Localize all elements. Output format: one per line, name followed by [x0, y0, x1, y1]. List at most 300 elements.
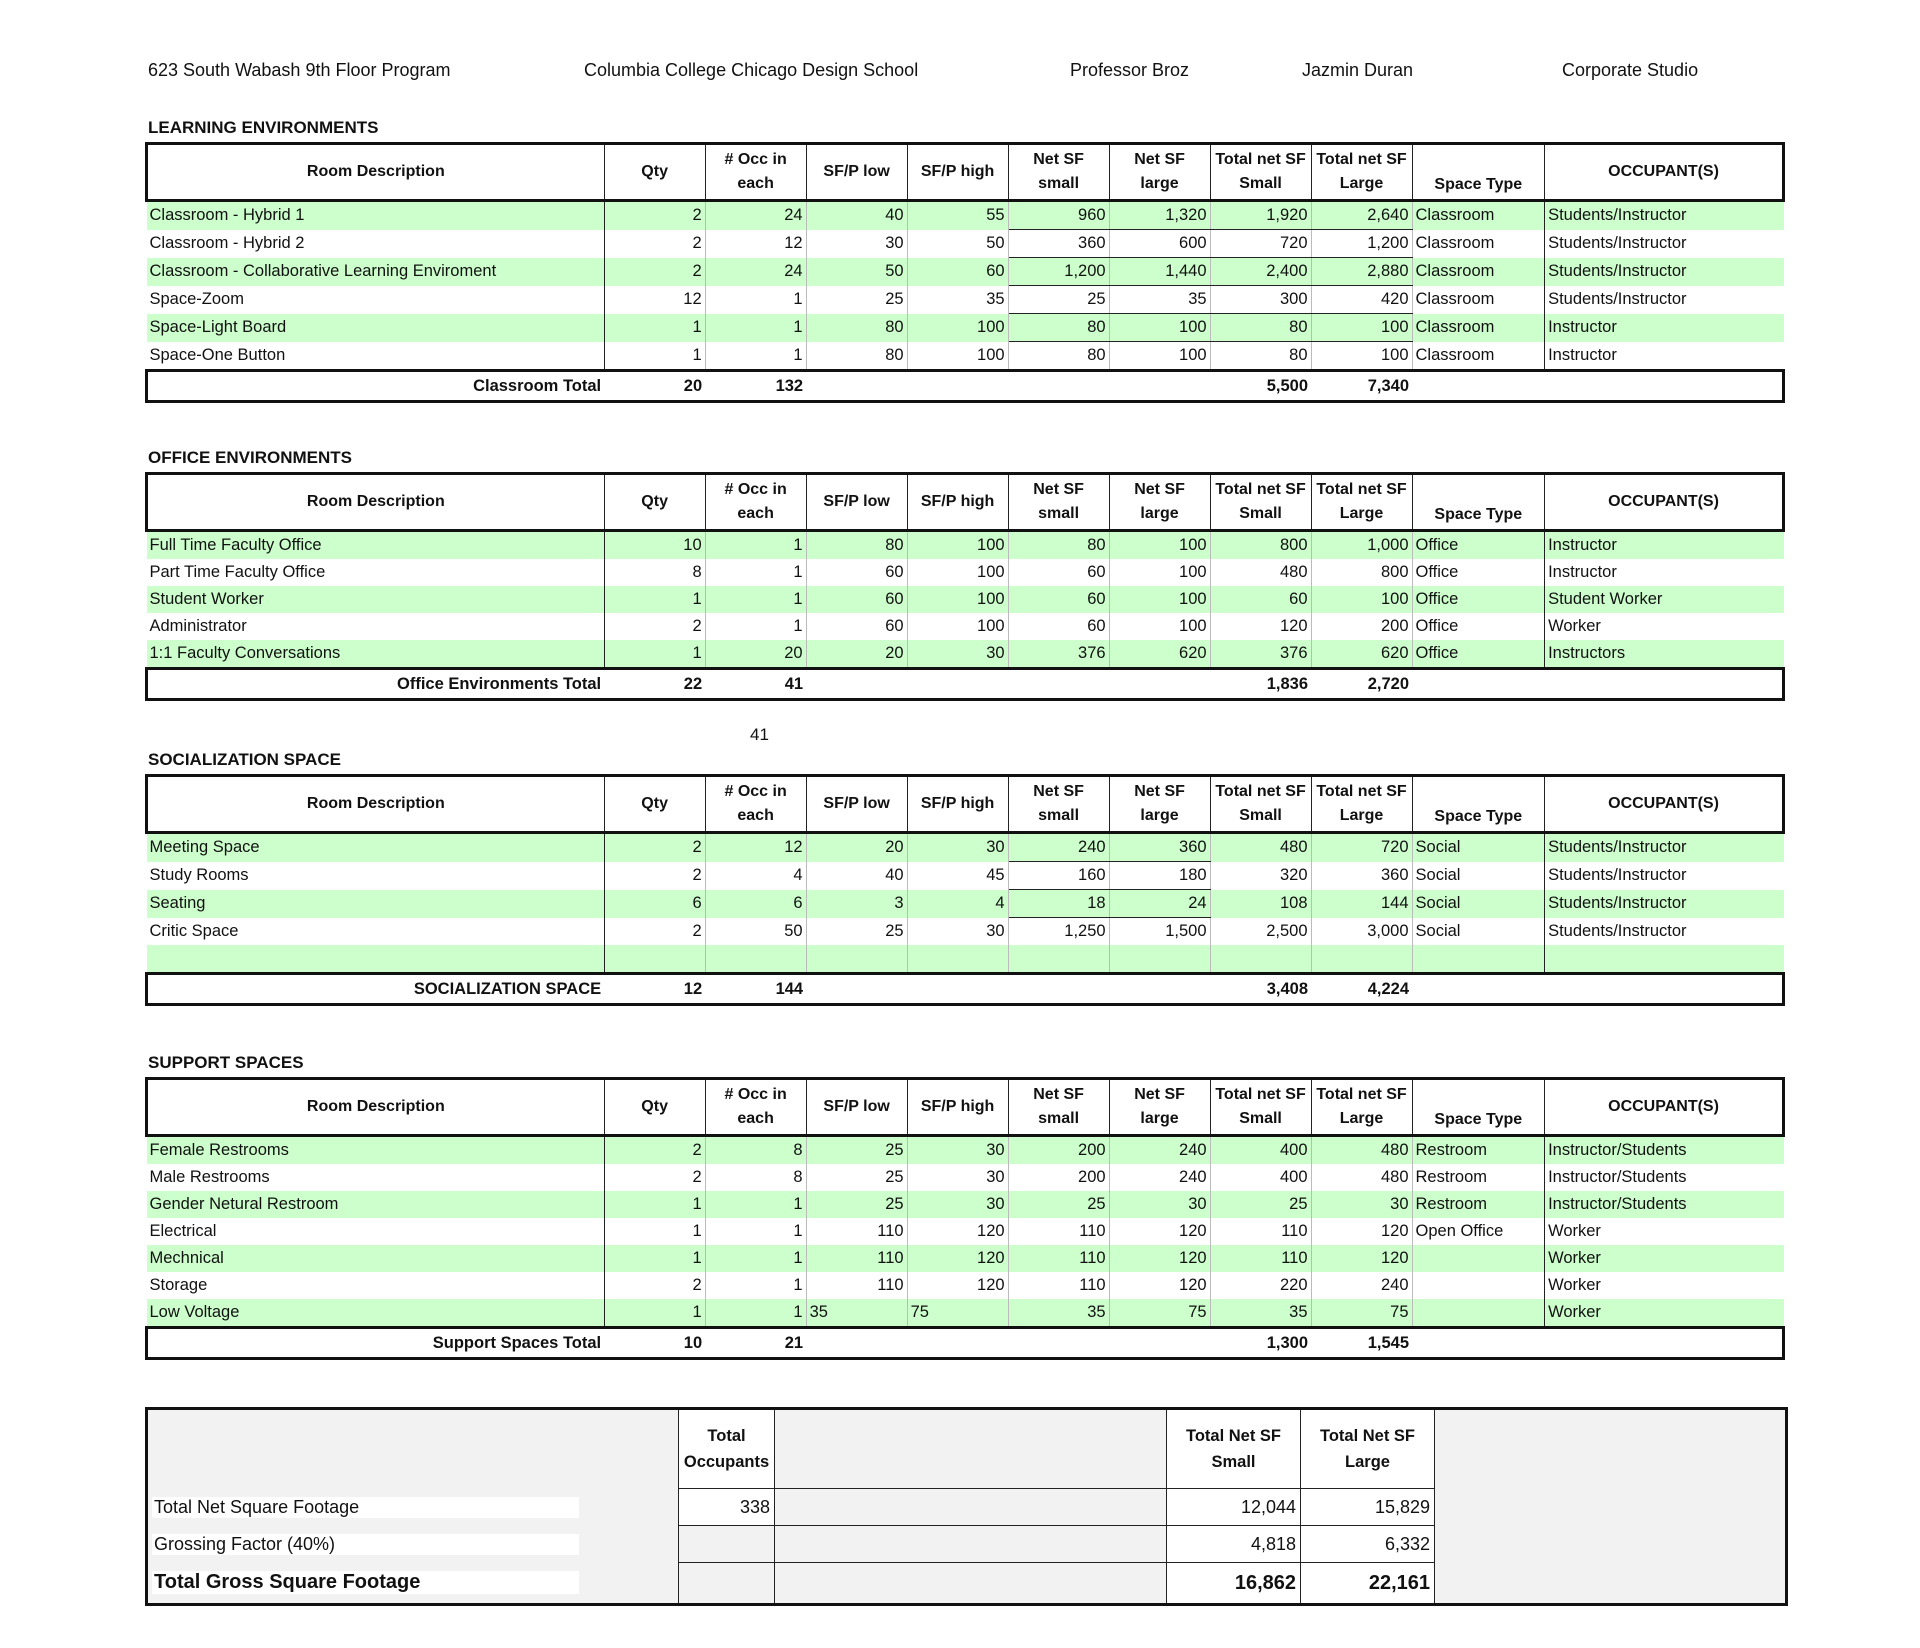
total-net-large-cell: 800	[1311, 559, 1412, 586]
occupants-cell: Students/Instructor	[1545, 833, 1784, 862]
total-occ: 21	[705, 1328, 806, 1359]
sfp-low-cell: 50	[806, 258, 907, 286]
col-header-space-type: Space Type	[1412, 776, 1545, 833]
qty-cell: 2	[604, 230, 705, 258]
sfp-low-cell: 80	[806, 314, 907, 342]
col-header-sfp-low: SF/P low	[806, 144, 907, 201]
col-header-net-sf-small: Net SF small	[1008, 144, 1109, 201]
total-label: Support Spaces Total	[147, 1328, 605, 1359]
total-blank	[907, 1328, 1008, 1359]
net-sf-small-cell: 1,200	[1008, 258, 1109, 286]
summary-header-small: Total Net SF Small	[1167, 1409, 1301, 1489]
total-net-large-cell: 100	[1311, 586, 1412, 613]
col-header-space-type: Space Type	[1412, 1079, 1545, 1136]
sfp-high-cell: 100	[907, 613, 1008, 640]
qty-cell: 2	[604, 862, 705, 890]
total-qty: 22	[604, 669, 705, 700]
space-type-cell: Restroom	[1412, 1164, 1545, 1191]
net-sf-large-cell: 360	[1109, 833, 1210, 862]
table-row	[147, 286, 1784, 314]
net-sf-large-cell: 100	[1109, 314, 1210, 342]
summary-blank	[1435, 1409, 1787, 1605]
qty-cell: 1	[604, 1245, 705, 1272]
net-sf-small-cell: 18	[1008, 890, 1109, 918]
space-type-cell: Open Office	[1412, 1218, 1545, 1245]
net-sf-small-cell: 80	[1008, 531, 1109, 560]
total-net-small-cell: 480	[1210, 559, 1311, 586]
sfp-low-cell	[806, 945, 907, 974]
space-type-cell	[1412, 945, 1545, 974]
sfp-low-cell: 25	[806, 1164, 907, 1191]
col-header-total-net-large: Total net SF Large	[1311, 474, 1412, 531]
sfp-high-cell: 120	[907, 1272, 1008, 1299]
total-net-large-cell: 1,200	[1311, 230, 1412, 258]
col-header-room-description: Room Description	[147, 474, 605, 531]
net-sf-small-cell	[1008, 945, 1109, 974]
total-blank	[806, 974, 907, 1005]
sfp-high-cell: 30	[907, 1164, 1008, 1191]
section-title-office: OFFICE ENVIRONMENTS	[148, 448, 353, 467]
total-net-large-cell	[1311, 945, 1412, 974]
occ-cell: 20	[705, 640, 806, 669]
space-type-cell: Social	[1412, 833, 1545, 862]
occupants-cell: Instructors	[1545, 640, 1784, 669]
total-blank	[1545, 371, 1784, 402]
total-net-large-cell: 3,000	[1311, 918, 1412, 946]
sfp-high-cell: 4	[907, 890, 1008, 918]
net-sf-small-cell: 60	[1008, 586, 1109, 613]
occupants-cell: Students/Instructor	[1548, 866, 1687, 884]
occ-cell: 1	[705, 314, 806, 342]
total-net-large: 4,224	[1311, 974, 1412, 1005]
total-label: Office Environments Total	[147, 669, 605, 700]
total-blank	[1109, 974, 1210, 1005]
total-net-small-cell: 400	[1210, 1136, 1311, 1165]
occ-cell: 1	[705, 1191, 806, 1218]
col-header-sfp-high: SF/P high	[907, 1079, 1008, 1136]
space-type-cell: Office	[1412, 586, 1545, 613]
header-row	[147, 776, 1784, 833]
total-row	[147, 371, 1784, 402]
qty-cell: 2	[604, 918, 705, 946]
total-blank	[1545, 974, 1784, 1005]
professor-name: Professor Broz	[1070, 60, 1190, 80]
occ-cell	[705, 945, 806, 974]
occupants-cell: Students/Instructor	[1545, 201, 1784, 230]
qty-cell: 1	[604, 1191, 705, 1218]
space-type-cell: Social	[1412, 918, 1545, 946]
col-header-total-net-small: Total net SF Small	[1210, 474, 1311, 531]
net-sf-large-cell: 30	[1109, 1191, 1210, 1218]
net-sf-large-cell: 120	[1109, 1272, 1210, 1299]
total-net-small-cell: 376	[1210, 640, 1311, 669]
total-blank	[1412, 669, 1545, 700]
net-sf-small-cell: 960	[1008, 201, 1109, 230]
total-net-small-cell: 120	[1210, 613, 1311, 640]
net-sf-large-cell: 180	[1109, 862, 1210, 890]
total-blank	[1412, 1328, 1545, 1359]
occ-cell: 1	[705, 1245, 806, 1272]
sfp-low-cell: 25	[806, 286, 907, 314]
table-row	[147, 862, 1784, 890]
col-header-net-sf-large: Net SF large	[1109, 1079, 1210, 1136]
net-sf-small-cell: 1,250	[1008, 918, 1109, 946]
table-row	[147, 559, 1784, 586]
total-blank	[806, 371, 907, 402]
table-row	[147, 342, 1784, 371]
occupants-cell: Instructor	[1548, 345, 1617, 364]
total-occ: 144	[705, 974, 806, 1005]
total-blank	[1545, 669, 1784, 700]
occ-cell: 50	[705, 918, 806, 946]
space-type-cell: Restroom	[1412, 1136, 1545, 1165]
room-description: Storage	[147, 1272, 605, 1299]
sfp-low-cell: 20	[806, 833, 907, 862]
table-row	[147, 640, 1784, 669]
net-sf-small-cell: 240	[1008, 833, 1109, 862]
sfp-low-cell: 80	[806, 531, 907, 560]
net-sf-large-cell: 100	[1109, 342, 1210, 371]
occupants-cell: Worker	[1548, 617, 1601, 635]
net-sf-small-cell: 200	[1008, 1136, 1109, 1165]
gross-sf-large: 22,161	[1301, 1563, 1435, 1605]
col-header-total-net-large: Total net SF Large	[1311, 1079, 1412, 1136]
total-net-large-cell: 720	[1311, 833, 1412, 862]
occ-cell: 1	[705, 342, 806, 371]
col-header-room-description: Room Description	[147, 776, 605, 833]
total-blank	[907, 371, 1008, 402]
qty-cell: 8	[604, 559, 705, 586]
total-qty: 20	[604, 371, 705, 402]
occupants-cell: Instructor/Students	[1545, 1191, 1784, 1218]
net-sf-small-cell: 160	[1008, 862, 1109, 890]
col-header-net-sf-large: Net SF large	[1109, 144, 1210, 201]
room-description: Space-One Button	[147, 342, 605, 371]
table-row	[147, 1218, 1784, 1245]
summary-header-large: Total Net SF Large	[1301, 1409, 1435, 1489]
total-net-small-cell: 320	[1210, 862, 1311, 890]
net-sf-large-cell: 75	[1109, 1299, 1210, 1328]
room-description: Space-Light Board	[147, 314, 605, 342]
sfp-high-cell: 100	[907, 342, 1008, 371]
total-net-small-cell: 80	[1210, 342, 1311, 371]
occ-cell: 1	[705, 613, 806, 640]
col-header-net-sf-small: Net SF small	[1008, 474, 1109, 531]
table-row	[147, 1136, 1784, 1165]
sfp-low-cell: 30	[806, 230, 907, 258]
total-occ: 132	[705, 371, 806, 402]
net-sf-small: 12,044	[1167, 1489, 1301, 1526]
occupants-cell: Worker	[1545, 1245, 1784, 1272]
net-sf-large-cell: 120	[1109, 1218, 1210, 1245]
total-net-large: 1,545	[1311, 1328, 1412, 1359]
occupants-cell: Instructor	[1548, 563, 1617, 581]
qty-cell: 1	[604, 342, 705, 371]
total-row	[147, 1328, 1784, 1359]
net-sf-small-cell: 110	[1008, 1272, 1109, 1299]
total-label: Classroom Total	[147, 371, 605, 402]
col-header-sfp-low: SF/P low	[806, 776, 907, 833]
net-sf-small-cell: 200	[1008, 1164, 1109, 1191]
grossing-large: 6,332	[1301, 1526, 1435, 1563]
total-net-small: 1,836	[1210, 669, 1311, 700]
col-header-sfp-high: SF/P high	[907, 474, 1008, 531]
table-row	[147, 201, 1784, 230]
col-header-occupants: OCCUPANT(S)	[1545, 776, 1784, 833]
summary-table	[145, 1407, 1788, 1606]
sfp-low-cell: 35	[806, 1299, 907, 1328]
project-title: 623 South Wabash 9th Floor Program	[148, 60, 451, 80]
total-blank	[1008, 974, 1109, 1005]
total-net-small-cell	[1210, 945, 1311, 974]
social-table	[145, 774, 1785, 1006]
learning-table	[145, 142, 1785, 403]
table-row	[147, 1191, 1784, 1218]
net-sf-large-cell: 600	[1109, 230, 1210, 258]
net-sf-small-cell: 110	[1008, 1245, 1109, 1272]
sfp-high-cell: 30	[907, 1191, 1008, 1218]
net-sf-small-cell: 25	[1008, 1191, 1109, 1218]
studio-name: Corporate Studio	[1562, 60, 1699, 80]
total-net-small-cell: 480	[1210, 833, 1311, 862]
qty-cell: 1	[604, 314, 705, 342]
occ-cell: 24	[705, 258, 806, 286]
occ-cell: 1	[705, 559, 806, 586]
occupants-cell: Worker	[1545, 1299, 1784, 1328]
grossing-factor-label: Grossing Factor (40%)	[147, 1526, 679, 1563]
total-net-large-cell: 120	[1311, 1218, 1412, 1245]
qty-cell: 1	[604, 640, 705, 669]
occupants-cell: Instructor	[1545, 531, 1784, 560]
gross-sf-label: Total Gross Square Footage	[147, 1563, 679, 1605]
total-qty: 10	[604, 1328, 705, 1359]
net-sf-large-cell: 35	[1109, 286, 1210, 314]
qty-cell: 2	[604, 833, 705, 862]
table-row	[147, 1245, 1784, 1272]
total-net-large-cell: 100	[1311, 342, 1412, 371]
net-sf-large-cell	[1109, 945, 1210, 974]
col-header-net-sf-small: Net SF small	[1008, 776, 1109, 833]
occ-cell: 4	[705, 862, 806, 890]
total-net-small-cell: 110	[1210, 1245, 1311, 1272]
table-row	[147, 586, 1784, 613]
net-sf-large-cell: 620	[1109, 640, 1210, 669]
total-net-large: 2,720	[1311, 669, 1412, 700]
total-blank	[907, 974, 1008, 1005]
col-header-sfp-high: SF/P high	[907, 776, 1008, 833]
occ-cell: 6	[705, 890, 806, 918]
room-description: Student Worker	[147, 586, 605, 613]
col-header-occ-each: # Occ in each	[705, 776, 806, 833]
total-blank	[1008, 669, 1109, 700]
room-description: 1:1 Faculty Conversations	[147, 640, 605, 669]
col-header-total-net-small: Total net SF Small	[1210, 1079, 1311, 1136]
space-type-cell: Office	[1412, 559, 1545, 586]
net-sf-large-cell: 100	[1109, 531, 1210, 560]
occupants-cell: Students/Instructor	[1548, 921, 1687, 940]
total-occ: 41	[705, 669, 806, 700]
sfp-high-cell: 30	[907, 833, 1008, 862]
net-sf-small-cell: 80	[1008, 342, 1109, 371]
total-blank	[1008, 1328, 1109, 1359]
section-title-support: SUPPORT SPACES	[148, 1053, 304, 1072]
occ-cell: 8	[705, 1164, 806, 1191]
net-sf-small-cell: 60	[1008, 613, 1109, 640]
sfp-high-cell: 120	[907, 1218, 1008, 1245]
qty-cell: 2	[604, 1136, 705, 1165]
summary-blank	[775, 1409, 1167, 1489]
net-sf-large-cell: 100	[1109, 613, 1210, 640]
total-label: SOCIALIZATION SPACE	[147, 974, 605, 1005]
col-header-net-sf-small: Net SF small	[1008, 1079, 1109, 1136]
col-header-sfp-low: SF/P low	[806, 474, 907, 531]
occupants-cell	[1545, 945, 1784, 974]
total-net-small-cell: 35	[1210, 1299, 1311, 1328]
total-net-large-cell: 30	[1311, 1191, 1412, 1218]
table-row	[147, 945, 1784, 974]
space-type-cell: Classroom	[1412, 342, 1545, 371]
net-sf-small-cell: 80	[1008, 314, 1109, 342]
occupants-cell: Students/Instructor	[1548, 234, 1687, 252]
net-sf-large-cell: 1,320	[1109, 201, 1210, 230]
occ-cell: 1	[705, 1272, 806, 1299]
sfp-high-cell: 55	[907, 201, 1008, 230]
gross-sf-small: 16,862	[1167, 1563, 1301, 1605]
space-type-cell	[1412, 1245, 1545, 1272]
room-description: Full Time Faculty Office	[147, 531, 605, 560]
sfp-high-cell: 30	[907, 1136, 1008, 1165]
occupants-cell: Instructor/Students	[1548, 1168, 1687, 1186]
occupants-cell: Student Worker	[1545, 586, 1784, 613]
total-net-small-cell: 2,400	[1210, 258, 1311, 286]
total-net-large-cell: 100	[1311, 314, 1412, 342]
header-row	[147, 144, 1784, 201]
room-description: Administrator	[147, 613, 605, 640]
total-net-small: 1,300	[1210, 1328, 1311, 1359]
total-net-large-cell: 480	[1311, 1136, 1412, 1165]
net-sf-large-cell: 100	[1109, 559, 1210, 586]
room-description: Meeting Space	[147, 833, 605, 862]
room-description	[147, 945, 605, 974]
table-row	[147, 890, 1784, 918]
occ-cell: 24	[705, 201, 806, 230]
space-type-cell: Office	[1412, 531, 1545, 560]
office-table	[145, 472, 1785, 701]
section-title-learning: LEARNING ENVIRONMENTS	[148, 118, 379, 137]
space-type-cell: Social	[1412, 890, 1545, 918]
net-sf-label: Total Net Square Footage	[147, 1489, 679, 1526]
room-description: Female Restrooms	[147, 1136, 605, 1165]
net-sf-large-cell: 24	[1109, 890, 1210, 918]
total-net-large-cell: 120	[1311, 1245, 1412, 1272]
total-blank	[1109, 371, 1210, 402]
net-sf-large-cell: 120	[1109, 1245, 1210, 1272]
net-sf-small-cell: 110	[1008, 1218, 1109, 1245]
sfp-high-cell	[907, 945, 1008, 974]
total-net-large-cell: 1,000	[1311, 531, 1412, 560]
net-sf-occupants: 338	[679, 1489, 775, 1526]
room-description: Mechnical	[147, 1245, 605, 1272]
sfp-low-cell: 25	[806, 918, 907, 946]
col-header-sfp-high: SF/P high	[907, 144, 1008, 201]
total-blank	[907, 669, 1008, 700]
table-row	[147, 230, 1784, 258]
total-net-large: 7,340	[1311, 371, 1412, 402]
grossing-small: 4,818	[1167, 1526, 1301, 1563]
occ-cell: 1	[705, 531, 806, 560]
net-sf-large-cell: 1,440	[1109, 258, 1210, 286]
summary-blank	[679, 1526, 775, 1563]
col-header-total-net-large: Total net SF Large	[1311, 144, 1412, 201]
occ-cell: 8	[705, 1136, 806, 1165]
total-blank	[1412, 974, 1545, 1005]
total-qty: 12	[604, 974, 705, 1005]
total-net-small-cell: 300	[1210, 286, 1311, 314]
net-sf-small-cell: 376	[1008, 640, 1109, 669]
room-description: Classroom - Collaborative Learning Enviroment	[147, 258, 605, 286]
total-net-small: 3,408	[1210, 974, 1311, 1005]
room-description: Male Restrooms	[147, 1164, 605, 1191]
total-net-small-cell: 60	[1210, 586, 1311, 613]
sfp-low-cell: 110	[806, 1245, 907, 1272]
total-net-small-cell: 1,920	[1210, 201, 1311, 230]
qty-cell	[604, 945, 705, 974]
space-type-cell: Restroom	[1412, 1191, 1545, 1218]
total-net-large-cell: 360	[1311, 862, 1412, 890]
space-type-cell	[1412, 1272, 1545, 1299]
col-header-occ-each: # Occ in each	[705, 1079, 806, 1136]
total-net-large-cell: 2,640	[1311, 201, 1412, 230]
qty-cell: 10	[604, 531, 705, 560]
occ-cell: 1	[705, 1218, 806, 1245]
space-type-cell: Social	[1412, 862, 1545, 890]
space-type-cell: Classroom	[1412, 286, 1545, 314]
qty-cell: 2	[604, 613, 705, 640]
total-row	[147, 974, 1784, 1005]
table-row	[147, 613, 1784, 640]
occ-cell: 1	[705, 286, 806, 314]
net-sf-large: 15,829	[1301, 1489, 1435, 1526]
total-blank	[1412, 371, 1545, 402]
occupants-cell: Instructor/Students	[1545, 1136, 1784, 1165]
sfp-high-cell: 50	[907, 230, 1008, 258]
sfp-low-cell: 25	[806, 1191, 907, 1218]
col-header-occ-each: # Occ in each	[705, 144, 806, 201]
sfp-high-cell: 45	[907, 862, 1008, 890]
qty-cell: 2	[604, 258, 705, 286]
sfp-low-cell: 80	[806, 342, 907, 371]
sfp-low-cell: 3	[806, 890, 907, 918]
qty-cell: 1	[604, 1218, 705, 1245]
sfp-high-cell: 75	[907, 1299, 1008, 1328]
total-net-large-cell: 240	[1311, 1272, 1412, 1299]
table-row	[147, 1299, 1784, 1328]
sfp-high-cell: 100	[907, 559, 1008, 586]
qty-cell: 2	[604, 1272, 705, 1299]
summary-blank	[775, 1526, 1167, 1563]
col-header-room-description: Room Description	[147, 144, 605, 201]
sfp-high-cell: 100	[907, 586, 1008, 613]
net-sf-small-cell: 35	[1008, 1299, 1109, 1328]
sfp-high-cell: 120	[907, 1245, 1008, 1272]
col-header-occupants: OCCUPANT(S)	[1545, 474, 1784, 531]
col-header-occupants: OCCUPANT(S)	[1545, 1079, 1784, 1136]
col-header-total-net-large: Total net SF Large	[1311, 776, 1412, 833]
net-sf-small-cell: 60	[1008, 559, 1109, 586]
occupants-cell: Students/Instructor	[1548, 290, 1687, 308]
summary-header-occupants: Total Occupants	[679, 1409, 775, 1489]
col-header-total-net-small: Total net SF Small	[1210, 144, 1311, 201]
